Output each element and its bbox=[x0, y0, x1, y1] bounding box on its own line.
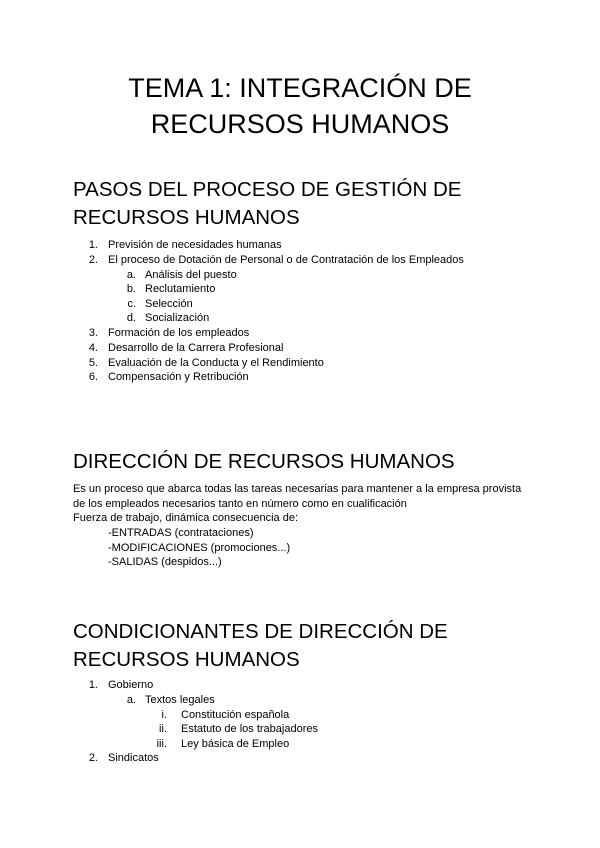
document-title bbox=[0, 70, 600, 142]
paragraph-line: Es un proceso que abarca todas las tareas necesarias para mantener a la empresa provista bbox=[73, 483, 522, 495]
list-item: Gobierno bbox=[108, 679, 154, 691]
section-1-heading-line-2: RECURSOS HUMANOS bbox=[73, 206, 300, 229]
list-number: 6. bbox=[88, 371, 98, 383]
section-2-heading-line: DIRECCIÓN DE RECURSOS HUMANOS bbox=[73, 450, 455, 473]
list-number: a. bbox=[126, 269, 136, 281]
section-3-heading bbox=[73, 618, 573, 674]
list-number: 2. bbox=[88, 752, 98, 764]
section-1-heading bbox=[73, 176, 573, 232]
paragraph-line: de los empleados necesarios tanto en número como en cualificación bbox=[73, 498, 407, 510]
list-item: Compensación y Retribución bbox=[108, 371, 249, 383]
section-1-heading-line-1: PASOS DEL PROCESO DE GESTIÓN DE bbox=[73, 178, 462, 201]
title-line-2: RECURSOS HUMANOS bbox=[150, 109, 450, 139]
list-item: Reclutamiento bbox=[145, 283, 216, 295]
list-number: iii. bbox=[156, 738, 167, 750]
list-item: Estatuto de los trabajadores bbox=[181, 723, 318, 735]
list-item: Textos legales bbox=[145, 694, 215, 706]
bullet-line: -SALIDAS (despidos...) bbox=[108, 556, 222, 568]
list-number: 1. bbox=[88, 239, 98, 251]
list-item: Constitución española bbox=[181, 709, 290, 721]
list-item: Formación de los empleados bbox=[108, 327, 250, 339]
list-item: Previsión de necesidades humanas bbox=[108, 239, 282, 251]
list-number: 4. bbox=[88, 342, 98, 354]
list-number: 2. bbox=[88, 254, 98, 266]
list-number: b. bbox=[126, 283, 136, 295]
paragraph-line: Fuerza de trabajo, dinámica consecuencia de: bbox=[73, 512, 299, 524]
list-number: 5. bbox=[88, 357, 98, 369]
bullet-line: -ENTRADAS (contrataciones) bbox=[108, 527, 254, 539]
list-number: c. bbox=[127, 298, 136, 310]
list-item: El proceso de Dotación de Personal o de Contratación de los Empleados bbox=[108, 254, 464, 266]
list-item: Socialización bbox=[145, 312, 210, 324]
list-number: a. bbox=[126, 694, 136, 706]
list-number: d. bbox=[126, 312, 136, 324]
list-item: Ley básica de Empleo bbox=[181, 738, 290, 750]
list-item: Sindicatos bbox=[108, 752, 159, 764]
list-item: Selección bbox=[145, 298, 193, 310]
list-number: 1. bbox=[88, 679, 98, 691]
list-item: Evaluación de la Conducta y el Rendimiento bbox=[108, 357, 324, 369]
list-number: i. bbox=[161, 709, 167, 721]
bullet-line: -MODIFICACIONES (promociones...) bbox=[108, 542, 291, 554]
section-3-heading-line-1: CONDICIONANTES DE DIRECCIÓN DE bbox=[73, 620, 448, 643]
section-2-heading bbox=[73, 448, 573, 476]
list-item: Análisis del puesto bbox=[145, 269, 237, 281]
list-number: ii. bbox=[159, 723, 167, 735]
section-3-heading-line-2: RECURSOS HUMANOS bbox=[73, 648, 300, 671]
title-line-1: TEMA 1: INTEGRACIÓN DE bbox=[128, 73, 472, 103]
list-item: Desarrollo de la Carrera Profesional bbox=[108, 342, 284, 354]
list-number: 3. bbox=[88, 327, 98, 339]
